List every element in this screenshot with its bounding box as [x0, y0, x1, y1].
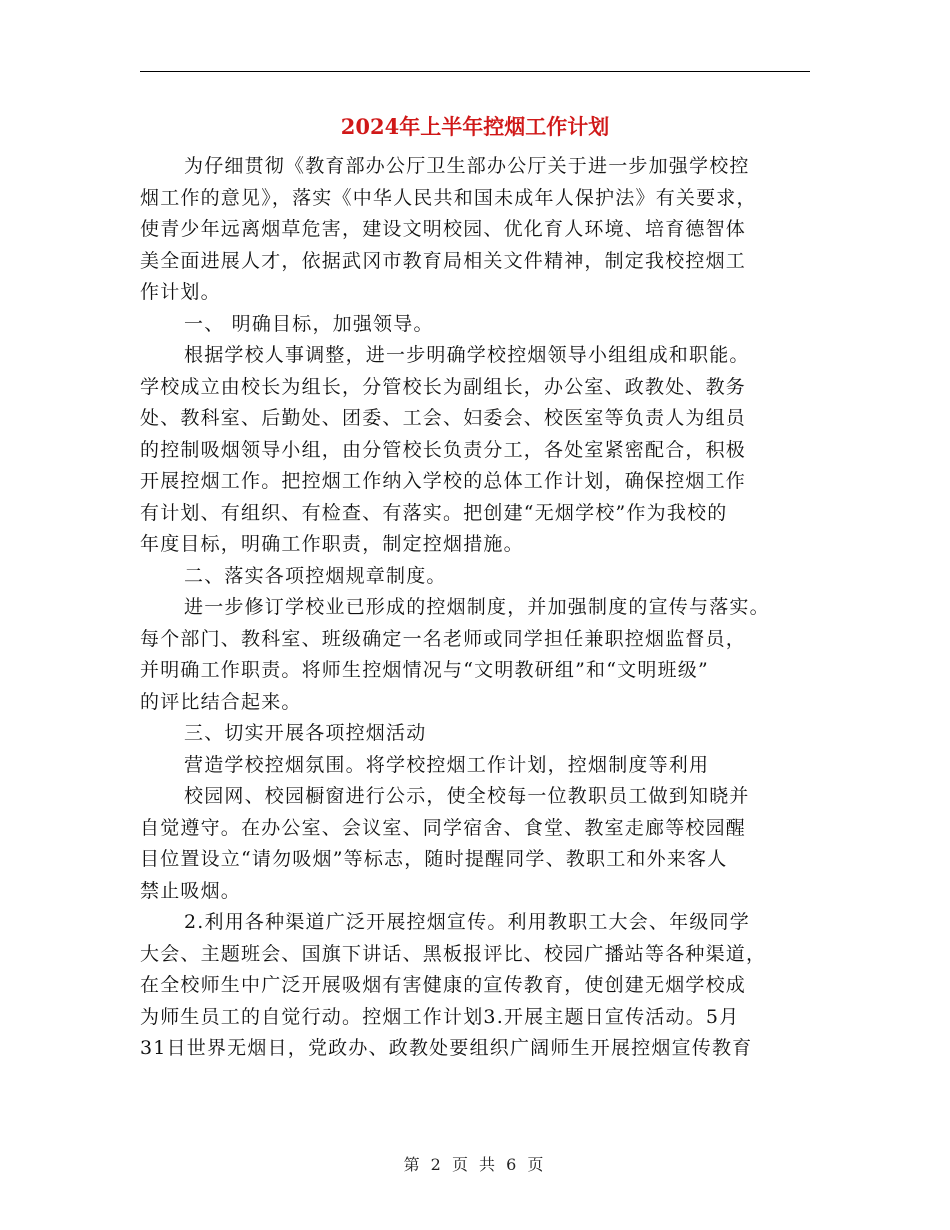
paragraph-line: 营造学校控烟氛围。将学校控烟工作计划，控烟制度等利用 [184, 753, 710, 776]
paragraph-line: 每个部门、教科室、班级确定一名老师或同学担任兼职控烟监督员， [140, 627, 747, 650]
paragraph-line: 开展控烟工作。把控烟工作纳入学校的总体工作计划，确保控烟工作 [140, 470, 747, 492]
paragraph-line: 禁止吸烟。 [140, 879, 242, 902]
paragraph-line: 校园网、校园橱窗进行公示，使全校每一位教职员工做到知晓并 [184, 785, 750, 807]
paragraph-line: 为师生员工的自觉行动。控烟工作计划3.开展主题日宣传活动。5月 [140, 1005, 740, 1028]
paragraph-line: 二、落实各项控烟规章制度。 [184, 564, 447, 587]
page-number: 第 2 页 共 6 页 [403, 1155, 547, 1174]
paragraph-line: 并明确工作职责。将师生控烟情况与“文明教研组”和“文明班级” [140, 659, 709, 681]
paragraph-line: 烟工作的意见》，落实《中华人民共和国未成年人保护法》有关要求， [140, 186, 757, 209]
header-rule [140, 71, 810, 72]
paragraph-line: 学校成立由校长为组长，分管校长为副组长，办公室、政教处、教务 [140, 375, 747, 398]
paragraph-line: 有计划、有组织、有检查、有落实。把创建“无烟学校”作为我校的 [140, 501, 728, 524]
paragraph-line: 美全面进展人才，依据武冈市教育局相关文件精神，制定我校控烟工 [140, 249, 747, 272]
paragraph-line: 年度目标，明确工作职责，制定控烟措施。 [140, 533, 524, 555]
paragraph-line: 在全校师生中广泛开展吸烟有害健康的宣传教育，使创建无烟学校成 [140, 974, 747, 996]
paragraph-line: 三、切实开展各项控烟活动 [184, 722, 427, 744]
paragraph-line: 根据学校人事调整，进一步明确学校控烟领导小组组成和职能。 [184, 344, 750, 366]
paragraph-line: 的控制吸烟领导小组，由分管校长负责分工，各处室紧密配合，积极 [140, 438, 747, 461]
paragraph-line: 目位置设立“请勿吸烟”等标志，随时提醒同学、教职工和外来客人 [140, 848, 728, 870]
paragraph-line: 进一步修订学校业已形成的控烟制度，并加强制度的宣传与落实。 [184, 596, 770, 618]
paragraph-line: 为仔细贯彻《教育部办公厅卫生部办公厅关于进一步加强学校控 [184, 155, 750, 177]
document-title: 2024年上半年控烟工作计划 [340, 114, 610, 139]
paragraph-line: 31日世界无烟日，党政办、政教处要组织广阔师生开展控烟宣传教育 [140, 1037, 753, 1059]
paragraph-line: 使青少年远离烟草危害，建设文明校园、优化育人环境、培育德智体 [140, 218, 747, 240]
paragraph-line: 大会、主题班会、国旗下讲话、黑板报评比、校园广播站等各种渠道， [140, 942, 767, 965]
document-body [140, 151, 812, 1065]
paragraph-line: 2.利用各种渠道广泛开展控烟宣传。利用教职工大会、年级同学 [184, 911, 750, 933]
paragraph-line: 一、 明确目标，加强领导。 [184, 312, 434, 335]
paragraph-line: 的评比结合起来。 [140, 690, 302, 713]
paragraph-line: 自觉遵守。在办公室、会议室、同学宿舍、食堂、教室走廊等校园醒 [140, 816, 747, 839]
paragraph-line: 处、教科室、后勤处、团委、工会、妇委会、校医室等负责人为组员 [140, 407, 747, 429]
paragraph-line: 作计划。 [140, 281, 221, 303]
